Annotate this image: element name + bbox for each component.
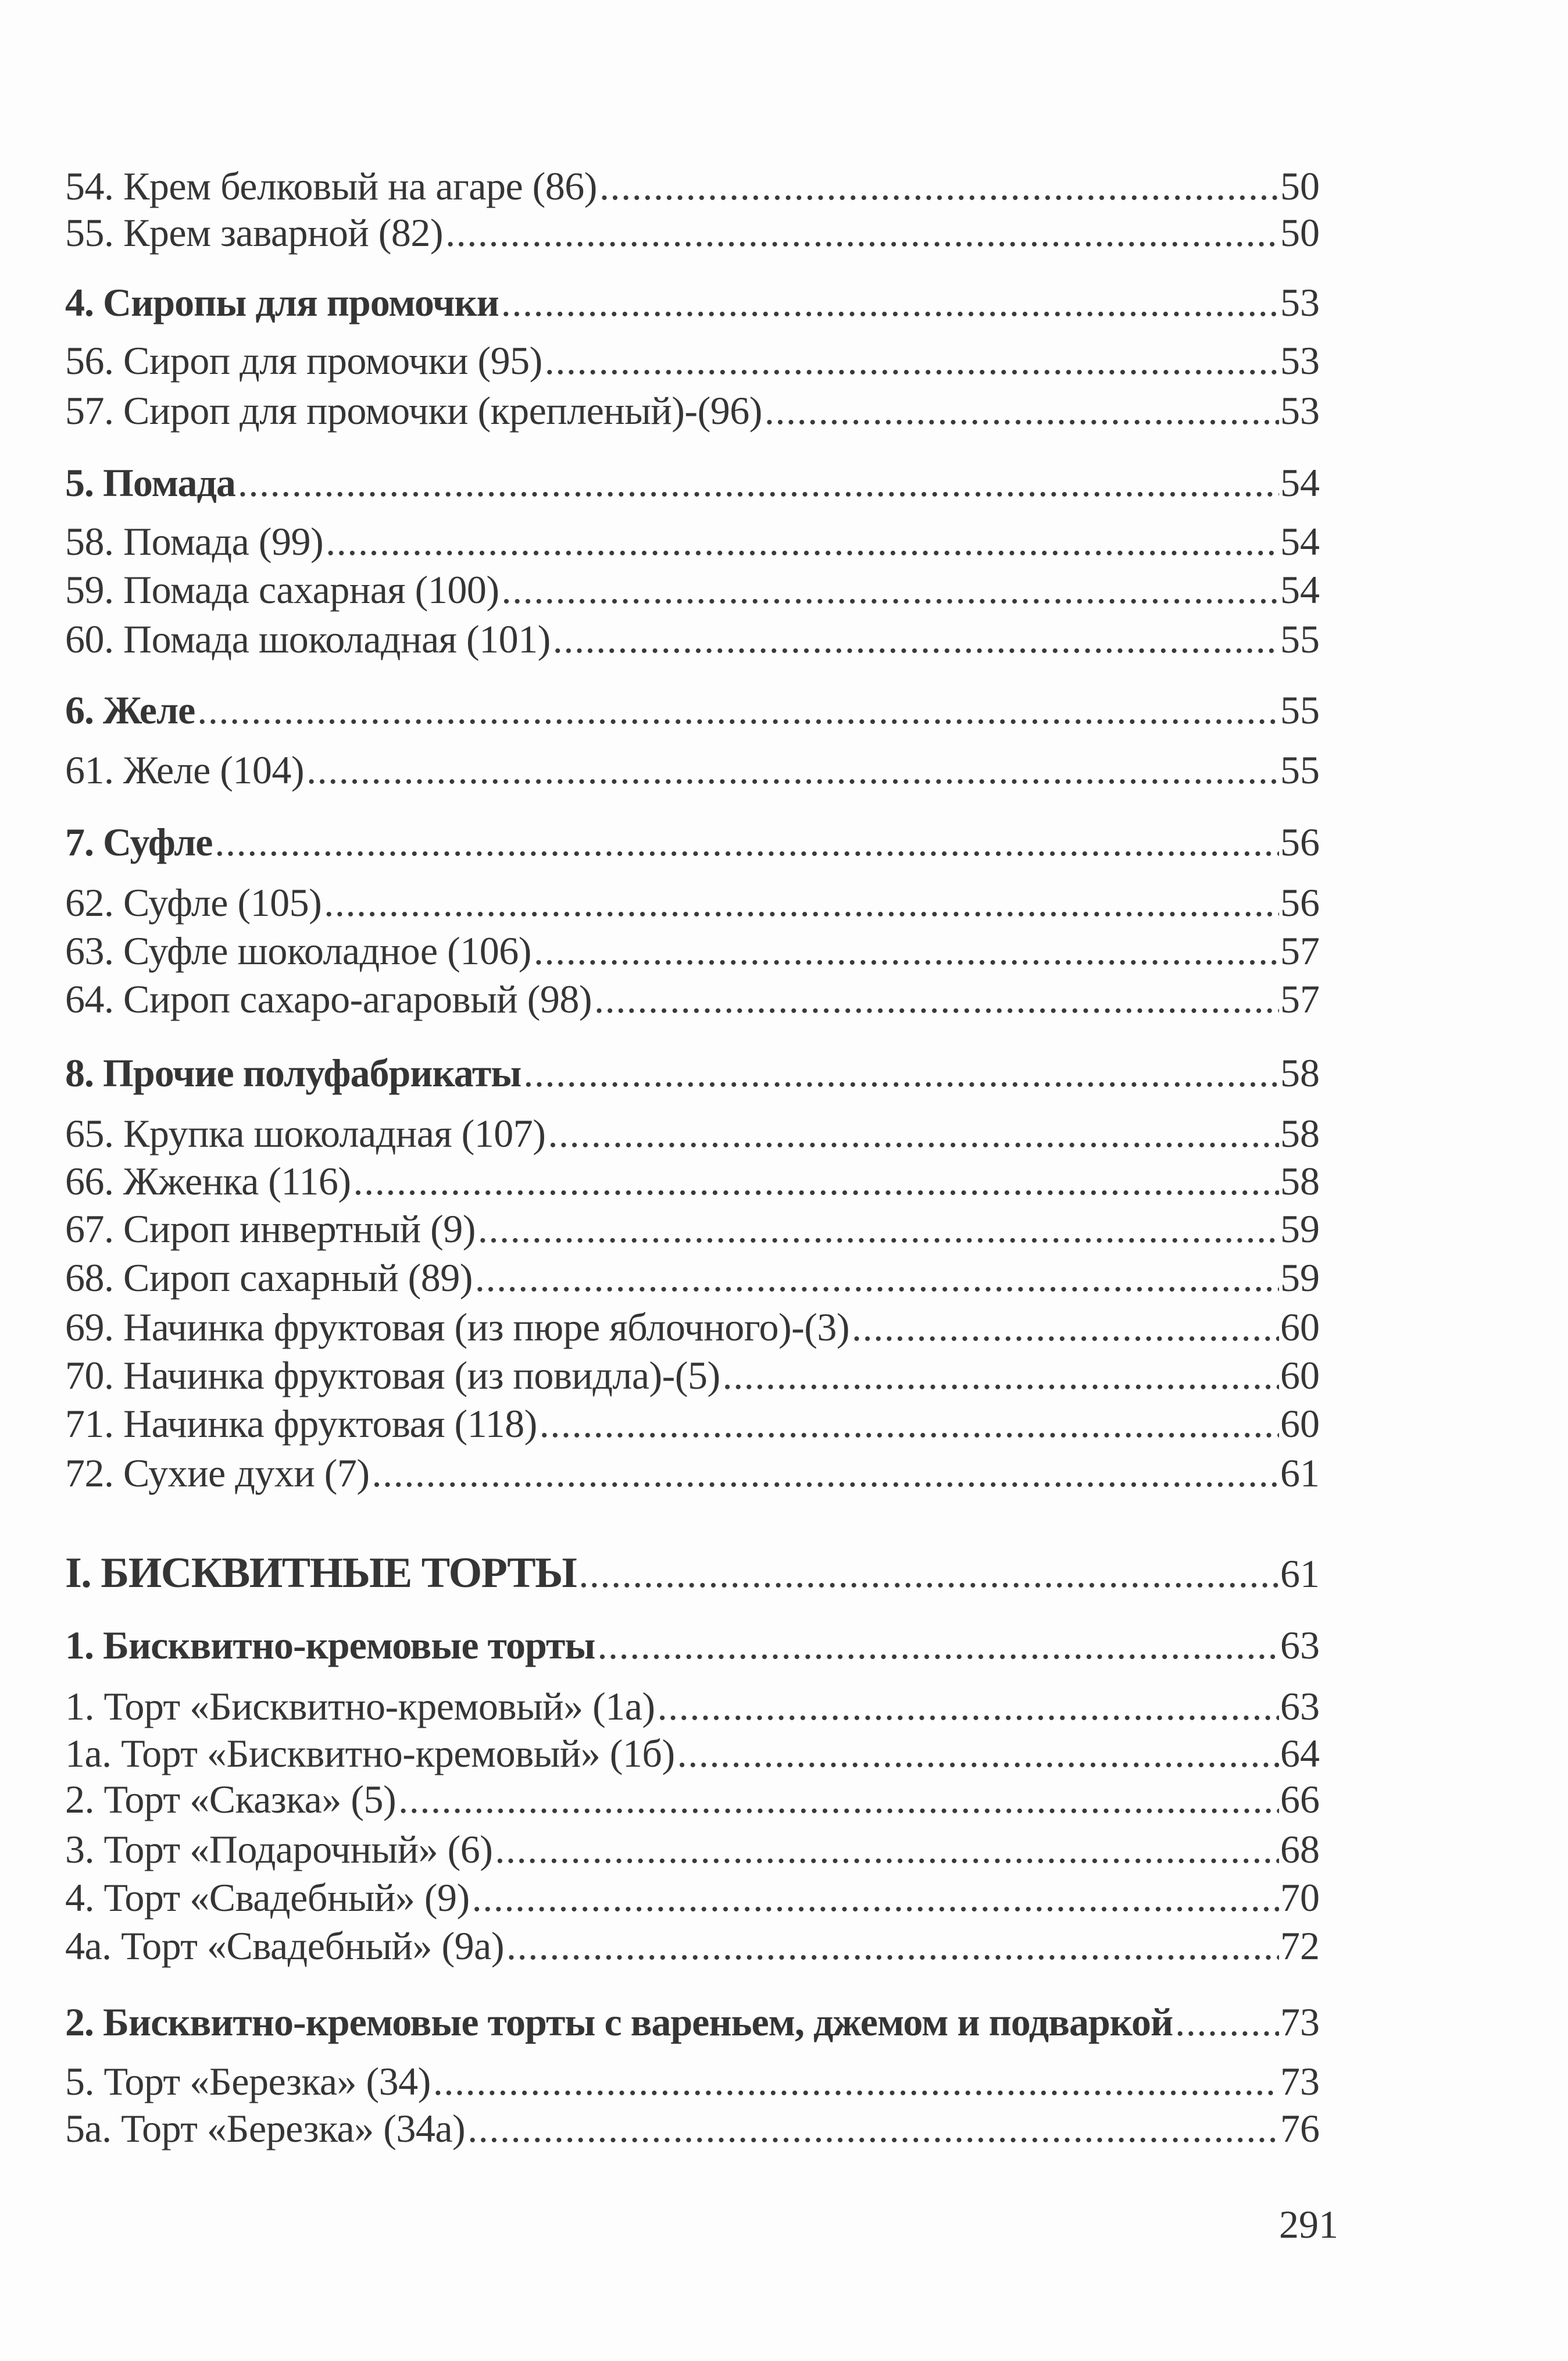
toc-entry-page: 60 [1280, 1401, 1320, 1446]
dot-leader [306, 750, 1279, 790]
toc-entry [65, 2106, 1320, 2150]
dot-leader [326, 522, 1279, 561]
toc-entry-page: 73 [1280, 2059, 1320, 2103]
toc-section-heading [65, 461, 1320, 505]
toc-entry-page: 70 [1280, 1875, 1320, 1920]
toc-entry-page: 55 [1280, 688, 1320, 732]
toc-entry-page: 50 [1280, 211, 1320, 255]
toc-heading-title: 2. Бисквитно-кремовые торты с вареньем, джемом и подваркой [65, 2000, 1173, 2044]
toc-entry [65, 1209, 1320, 1249]
dot-leader [495, 1829, 1279, 1869]
dot-leader [475, 1258, 1279, 1297]
toc-entry-page: 55 [1280, 748, 1320, 792]
toc-entry-page: 53 [1280, 338, 1320, 383]
toc-entry-page: 54 [1280, 519, 1320, 563]
toc-entry-title: 72. Сухие духи (7) [65, 1451, 370, 1495]
toc-entry [65, 1111, 1320, 1155]
dot-leader [658, 1686, 1279, 1726]
toc-entry-title: 55. Крем заварной (82) [65, 211, 444, 255]
toc-entry-title: 67. Сироп инвертный (9) [65, 1207, 476, 1251]
toc-heading-title: 4. Сиропы для промочки [65, 280, 499, 324]
toc-entry-page: 53 [1280, 388, 1320, 433]
toc-entry-title: 70. Начинка фруктовая (из повидла)-(5) [65, 1353, 720, 1397]
toc-entry-page: 50 [1280, 164, 1320, 208]
toc-entry [65, 979, 1320, 1019]
toc-entry-page: 57 [1280, 977, 1320, 1021]
toc-entry [65, 166, 1320, 206]
toc-entry-page: 72 [1280, 1924, 1320, 1968]
toc-entry [65, 1307, 1320, 1347]
dot-leader [852, 1307, 1279, 1347]
toc-entry [65, 1829, 1320, 1869]
toc-entry-page: 56 [1280, 820, 1320, 864]
dot-leader [534, 931, 1279, 971]
toc-entry-title: 69. Начинка фруктовая (из пюре яблочного)-(3) [65, 1305, 850, 1349]
dot-leader [540, 1404, 1279, 1443]
toc-part-title: I. БИСКВИТНЫЕ ТОРТЫ [65, 1549, 577, 1597]
toc-entry-page: 55 [1280, 617, 1320, 661]
dot-leader [372, 1453, 1279, 1493]
toc-heading-title: 5. Помада [65, 461, 235, 505]
toc-entry-title: 1. Торт «Бисквитно-кремовый» (1а) [65, 1684, 655, 1728]
toc-entry [65, 1453, 1320, 1493]
toc-section-heading [65, 2002, 1320, 2042]
toc-heading-title: 6. Желе [65, 688, 195, 732]
toc-entry-page: 59 [1280, 1256, 1320, 1300]
dot-leader [238, 463, 1279, 502]
toc-entry-page: 76 [1280, 2106, 1320, 2150]
toc-entry-page: 63 [1280, 1623, 1320, 1667]
toc-entry [65, 1353, 1320, 1397]
toc-entry [65, 1256, 1320, 1300]
dot-leader [472, 1878, 1279, 1917]
toc-entry-page: 53 [1280, 280, 1320, 324]
toc-entry [65, 1779, 1320, 1819]
toc-section-heading [65, 690, 1320, 730]
toc-entry-page: 54 [1280, 461, 1320, 505]
toc-entry [65, 1926, 1320, 1966]
toc-section-heading [65, 822, 1320, 862]
dot-leader [433, 2062, 1279, 2101]
dot-leader [599, 166, 1279, 206]
toc-entry [65, 1875, 1320, 1920]
dot-leader [545, 341, 1279, 380]
toc-entry [65, 519, 1320, 563]
toc-entry-title: 3. Торт «Подарочный» (6) [65, 1827, 493, 1871]
toc-entry-title: 57. Сироп для промочки (крепленый)-(96) [65, 388, 762, 433]
toc-entry [65, 750, 1320, 790]
toc-entry-page: 58 [1280, 1051, 1320, 1095]
toc-entry-page: 57 [1280, 929, 1320, 973]
toc-entry-page: 63 [1280, 1684, 1320, 1728]
toc-entry-title: 5. Торт «Березка» (34) [65, 2059, 431, 2103]
toc-entry [65, 2059, 1320, 2103]
toc-entry-title: 59. Помада сахарная (100) [65, 568, 499, 612]
toc-entry-title: 61. Желе (104) [65, 748, 305, 792]
toc-entry-page: 60 [1280, 1353, 1320, 1397]
dot-leader [597, 1625, 1279, 1665]
toc-entry-title: 4а. Торт «Свадебный» (9а) [65, 1924, 504, 1968]
toc-entry [65, 1731, 1320, 1775]
toc-entry [65, 211, 1320, 255]
toc-entry [65, 568, 1320, 612]
toc-entry-title: 66. Жженка (116) [65, 1159, 351, 1203]
toc-entry-title: 1а. Торт «Бисквитно-кремовый» (1б) [65, 1731, 675, 1775]
dot-leader [1175, 2002, 1279, 2042]
toc-entry [65, 1161, 1320, 1201]
dot-leader [324, 883, 1279, 922]
dot-leader [353, 1161, 1279, 1201]
toc-part-heading [65, 1549, 1320, 1597]
toc-entry [65, 338, 1320, 383]
toc-entry [65, 619, 1320, 659]
dot-leader [723, 1356, 1279, 1395]
toc-entry-page: 68 [1280, 1827, 1320, 1871]
toc-entry-page: 64 [1280, 1731, 1320, 1775]
toc-entry-title: 2. Торт «Сказка» (5) [65, 1777, 397, 1821]
toc-entry-title: 56. Сироп для промочки (95) [65, 338, 542, 383]
toc-entry-page: 61 [1280, 1552, 1320, 1596]
dot-leader [594, 979, 1279, 1019]
dot-leader [677, 1734, 1279, 1773]
toc-entry-page: 56 [1280, 880, 1320, 925]
toc-entry-title: 60. Помада шоколадная (101) [65, 617, 551, 661]
toc-entry-title: 64. Сироп сахаро-агаровый (98) [65, 977, 592, 1021]
dot-leader [548, 1114, 1279, 1153]
toc-entry-title: 62. Суфле (105) [65, 880, 322, 925]
page-number: 291 [1279, 2202, 1338, 2246]
toc-heading-title: 1. Бисквитно-кремовые торты [65, 1623, 595, 1667]
toc-entry-title: 65. Крупка шоколадная (107) [65, 1111, 546, 1155]
toc-section-heading [65, 280, 1320, 324]
toc-entry [65, 388, 1320, 433]
toc-entry-page: 58 [1280, 1159, 1320, 1203]
toc-heading-title: 7. Суфле [65, 820, 213, 864]
toc-entry-page: 59 [1280, 1207, 1320, 1251]
dot-leader [501, 570, 1279, 609]
toc-section-heading [65, 1053, 1320, 1093]
toc-entry-title: 54. Крем белковый на агаре (86) [65, 164, 597, 208]
toc-entry-page: 61 [1280, 1451, 1320, 1495]
toc-entry [65, 880, 1320, 925]
toc-entry-title: 71. Начинка фруктовая (118) [65, 1401, 537, 1446]
dot-leader [467, 2109, 1279, 2148]
dot-leader [765, 391, 1279, 430]
dot-leader [578, 1552, 1279, 1595]
toc-entry [65, 1401, 1320, 1446]
toc-entry-title: 58. Помада (99) [65, 519, 324, 563]
dot-leader [197, 690, 1279, 730]
dot-leader [445, 213, 1279, 252]
toc-entry-title: 63. Суфле шоколадное (106) [65, 929, 531, 973]
toc-entry [65, 1686, 1320, 1726]
toc-entry-title: 68. Сироп сахарный (89) [65, 1256, 473, 1300]
toc-heading-title: 8. Прочие полуфабрикаты [65, 1051, 522, 1095]
toc-entry [65, 931, 1320, 971]
toc-section-heading [65, 1625, 1320, 1665]
dot-leader [553, 619, 1279, 659]
toc-entry-page: 54 [1280, 568, 1320, 612]
dot-leader [501, 283, 1279, 322]
toc-entry-page: 73 [1280, 2000, 1320, 2044]
dot-leader [478, 1209, 1279, 1249]
toc-entry-title: 5а. Торт «Березка» (34а) [65, 2106, 466, 2150]
toc-entry-page: 66 [1280, 1777, 1320, 1821]
dot-leader [506, 1926, 1279, 1966]
dot-leader [398, 1779, 1279, 1819]
dot-leader [523, 1053, 1279, 1093]
toc-entry-title: 4. Торт «Свадебный» (9) [65, 1875, 470, 1920]
dot-leader [215, 822, 1279, 862]
toc-entry-page: 58 [1280, 1111, 1320, 1155]
toc-entry-page: 60 [1280, 1305, 1320, 1349]
